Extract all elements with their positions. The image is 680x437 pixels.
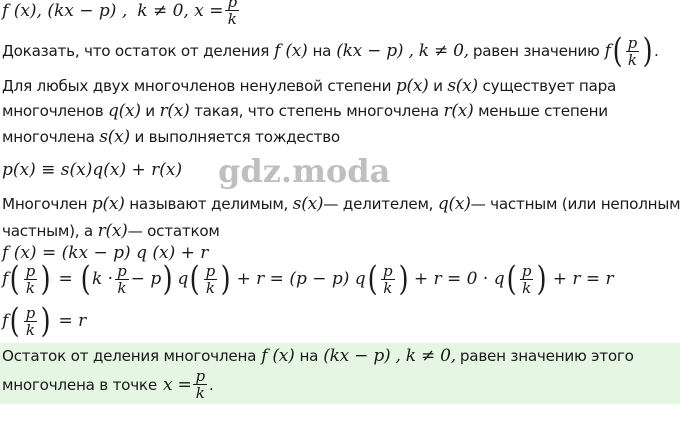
definition-text: Многочлен bbox=[2, 195, 88, 213]
conclusion-fraction bbox=[193, 368, 206, 401]
math-qx: q(x) bbox=[107, 101, 141, 121]
task-text-3: равен значению bbox=[472, 42, 600, 60]
math-equals: = bbox=[58, 269, 73, 289]
math-equals-r: = r bbox=[58, 311, 87, 331]
definition-text: — частным (или неполным bbox=[470, 195, 680, 213]
definition-line-1 bbox=[2, 194, 680, 214]
theory-text: и bbox=[433, 77, 443, 95]
fraction-denominator: k bbox=[383, 278, 393, 297]
theory-text: многочлена bbox=[2, 128, 95, 146]
definition-text: — делителем, bbox=[323, 195, 434, 213]
conclusion-line-1 bbox=[2, 346, 634, 366]
identity-formula: p(x) ≡ s(x)q(x) + r(x) bbox=[2, 160, 183, 180]
solution-eq-2: f ( $\frac{p}{k}$ ) = ( k · $\frac{p}{k}$ − p ) q ( $\frac{p}{k}$ ) + r = (p − p) q ( $\frac{p}{k}$ ) + r = 0 · q ( $\frac{p}{k}$ ) + r = r bbox=[2, 259, 614, 299]
fraction-numerator: p bbox=[521, 261, 532, 280]
task-end: . bbox=[654, 42, 659, 60]
fraction-numerator: p bbox=[117, 261, 127, 280]
math-sx: s(x) bbox=[447, 76, 478, 96]
theory-text: и bbox=[145, 102, 155, 120]
conclusion-text: многочлена в точке bbox=[2, 375, 157, 394]
header-condition: k ≠ 0, x = bbox=[137, 0, 224, 21]
header-formula bbox=[2, 0, 241, 27]
math-px: p(x) bbox=[395, 76, 429, 96]
theory-line-1 bbox=[2, 76, 616, 96]
theory-line-3 bbox=[2, 127, 340, 147]
math-segment: + r = (p − p) q bbox=[236, 269, 366, 289]
fraction-denominator: k bbox=[195, 384, 205, 402]
task-math-f: f bbox=[604, 41, 611, 61]
math-divisor: (kx − p) , k ≠ 0, bbox=[323, 346, 456, 366]
math-fx: f (x) bbox=[261, 346, 295, 366]
math-px: p(x) bbox=[91, 194, 125, 214]
task-math-divisor: (kx − p) , k ≠ 0, bbox=[336, 41, 469, 61]
conclusion-text: равен значению этого bbox=[459, 347, 634, 365]
solution-eq-1: f (x) = (kx − p) q (x) + r bbox=[2, 243, 209, 263]
math-minus-p: − p bbox=[130, 269, 162, 289]
fraction-denominator: k bbox=[25, 320, 35, 339]
task-statement: Доказать, что остаток от деления f (x) на (kx − p) , k ≠ 0, равен значению f ( $\frac{p}{k}$ ) . bbox=[2, 31, 659, 71]
fraction-denominator: k bbox=[117, 278, 127, 297]
fraction-numerator: p bbox=[205, 261, 216, 280]
fraction-numerator: p bbox=[227, 0, 238, 11]
math-f: f bbox=[2, 311, 9, 331]
conclusion-line-2 bbox=[2, 368, 213, 401]
fraction-numerator: p bbox=[195, 367, 205, 385]
fraction-denominator: k bbox=[522, 278, 532, 297]
task-fraction bbox=[626, 35, 639, 68]
math-rx: r(x) bbox=[97, 221, 128, 241]
math-segment: + r = r bbox=[552, 269, 614, 289]
math-qx: q(x) bbox=[437, 194, 471, 214]
task-text-2: на bbox=[312, 42, 332, 60]
fraction-numerator: p bbox=[627, 33, 637, 52]
fraction-denominator: k bbox=[25, 278, 35, 297]
definition-text: — остатком bbox=[127, 222, 220, 240]
task-math-fx: f (x) bbox=[274, 41, 308, 61]
math-sx: s(x) bbox=[292, 194, 324, 214]
header-fraction bbox=[225, 0, 239, 27]
solution-eq-3: f ( $\frac{p}{k}$ ) = r bbox=[2, 301, 87, 341]
conclusion-text: на bbox=[299, 347, 319, 365]
math-rx: r(x) bbox=[443, 101, 474, 121]
math-segment: + r = 0 · q bbox=[413, 269, 505, 289]
theory-text: существует пара bbox=[482, 77, 617, 95]
math-q: q bbox=[177, 269, 189, 289]
theory-text: и выполняется тождество bbox=[134, 128, 340, 146]
theory-text: многочленов bbox=[2, 102, 104, 120]
fraction-numerator: p bbox=[25, 261, 36, 280]
theory-line-2 bbox=[2, 101, 608, 121]
math-rx: r(x) bbox=[159, 101, 190, 121]
task-text-1: Доказать, что остаток от деления bbox=[2, 42, 270, 60]
conclusion-end: . bbox=[208, 375, 214, 394]
definition-line-2 bbox=[2, 221, 220, 241]
theory-text: Для любых двух многочленов ненулевой степени bbox=[2, 77, 392, 95]
math-sx: s(x) bbox=[99, 127, 130, 147]
math-f: f bbox=[2, 269, 9, 289]
header-fx: f (x), (kx − p) , bbox=[2, 0, 128, 21]
definition-text: частным), а bbox=[2, 222, 93, 240]
theory-text: такая, что степень многочлена bbox=[194, 102, 439, 120]
watermark-logo: gdz.moda bbox=[218, 152, 391, 190]
fraction-denominator: k bbox=[627, 50, 637, 69]
conclusion-text: Остаток от деления многочлена bbox=[2, 347, 257, 365]
fraction-denominator: k bbox=[205, 278, 215, 297]
definition-text: называют делимым, bbox=[129, 195, 289, 213]
math-k-times: k · bbox=[91, 269, 114, 289]
fraction-denominator: k bbox=[227, 10, 237, 28]
fraction-numerator: p bbox=[382, 261, 393, 280]
math-x-equals: x = bbox=[162, 374, 192, 395]
theory-text: меньше степени bbox=[478, 102, 608, 120]
fraction-numerator: p bbox=[25, 303, 36, 322]
